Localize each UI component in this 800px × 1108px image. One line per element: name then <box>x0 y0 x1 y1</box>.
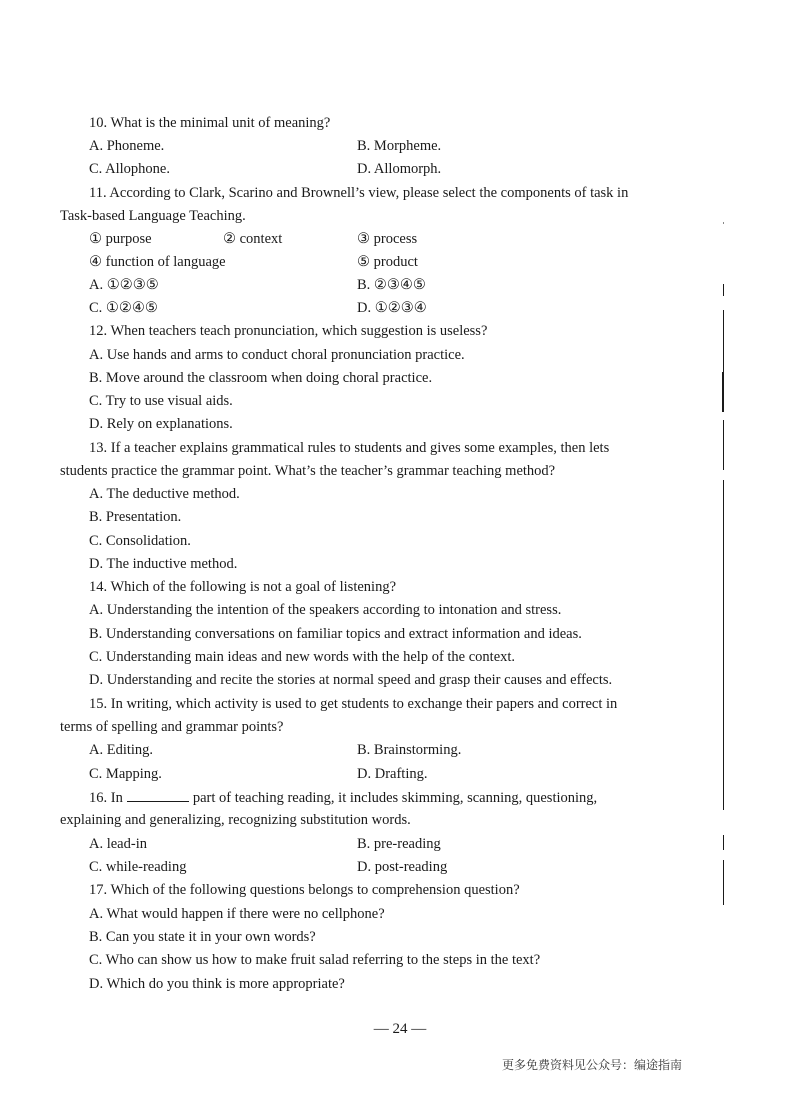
question-16-stem-start: 16. In <box>89 790 123 806</box>
question-10-stem: 10. What is the minimal unit of meaning? <box>89 115 331 131</box>
question-17-stem: 17. Which of the following questions belongs to comprehension question? <box>89 882 520 898</box>
question-13-option-c: C. Consolidation. <box>89 533 191 549</box>
question-12-option-d: D. Rely on explanations. <box>89 416 233 432</box>
question-15-option-a: A. Editing. <box>89 742 154 758</box>
question-14-option-a: A. Understanding the intention of the speakers according to intonation and stress. <box>89 602 562 618</box>
page-number: — 24 — <box>373 1021 427 1037</box>
question-11-option-d: D. ①②③④ <box>357 300 427 316</box>
question-13-option-b: B. Presentation. <box>89 509 182 525</box>
question-14-stem: 14. Which of the following is not a goal of listening? <box>89 579 396 595</box>
scan-artifact <box>723 480 724 810</box>
question-11-item-2: ② context <box>223 231 283 247</box>
question-16-option-b: B. pre-reading <box>357 836 441 852</box>
question-11-stem-continued: Task-based Language Teaching. <box>60 208 246 224</box>
scan-artifact <box>723 860 724 905</box>
question-13-stem: 13. If a teacher explains grammatical rules to students and gives some examples, then lets <box>89 440 610 456</box>
question-12-option-c: C. Try to use visual aids. <box>89 393 233 409</box>
question-16-option-d: D. post-reading <box>357 859 448 875</box>
question-11-option-b: B. ②③④⑤ <box>357 277 426 293</box>
question-10-option-b: B. Morpheme. <box>357 138 442 154</box>
question-15-option-c: C. Mapping. <box>89 766 162 782</box>
question-17-option-a: A. What would happen if there were no cellphone? <box>89 906 385 922</box>
question-10-option-a: A. Phoneme. <box>89 138 165 154</box>
question-11-option-a: A. ①②③⑤ <box>89 277 159 293</box>
question-11-item-4: ④ function of language <box>89 254 226 270</box>
question-14-option-d: D. Understanding and recite the stories at normal speed and grasp their causes and effects. <box>89 672 613 688</box>
question-11-item-3: ③ process <box>357 231 418 247</box>
question-12-option-b: B. Move around the classroom when doing choral practice. <box>89 370 433 386</box>
question-14-option-b: B. Understanding conversations on familiar topics and extract information and ideas. <box>89 626 582 642</box>
question-10-option-c: C. Allophone. <box>89 161 170 177</box>
question-11-option-c: C. ①②④⑤ <box>89 300 158 316</box>
question-12-option-a: A. Use hands and arms to conduct choral pronunciation practice. <box>89 347 465 363</box>
question-12-stem: 12. When teachers teach pronunciation, which suggestion is useless? <box>89 323 488 339</box>
scan-artifact <box>723 420 724 470</box>
scan-artifact <box>723 835 724 850</box>
question-13-option-d: D. The inductive method. <box>89 556 238 572</box>
answer-blank <box>127 788 189 802</box>
question-17-option-c: C. Who can show us how to make fruit salad referring to the steps in the text? <box>89 952 541 968</box>
question-14-option-c: C. Understanding main ideas and new words with the help of the context. <box>89 649 516 665</box>
question-13-stem-continued: students practice the grammar point. What’s the teacher’s grammar teaching method? <box>60 463 556 479</box>
question-17-option-b: B. Can you state it in your own words? <box>89 929 316 945</box>
question-11-item-5: ⑤ product <box>357 254 418 270</box>
question-17-option-d: D. Which do you think is more appropriate? <box>89 976 345 992</box>
question-16-option-a: A. lead-in <box>89 836 147 852</box>
question-15-stem-continued: terms of spelling and grammar points? <box>60 719 284 735</box>
question-11-item-1: ① purpose <box>89 231 152 247</box>
question-15-option-d: D. Drafting. <box>357 766 428 782</box>
scan-artifact <box>723 284 724 296</box>
question-16-option-c: C. while-reading <box>89 859 187 875</box>
scan-artifact <box>722 372 724 412</box>
question-15-stem: 15. In writing, which activity is used to get students to exchange their papers and correct in <box>89 696 618 712</box>
question-15-option-b: B. Brainstorming. <box>357 742 462 758</box>
question-16-stem-continued: explaining and generalizing, recognizing substitution words. <box>60 812 411 828</box>
scan-artifact <box>723 222 724 224</box>
question-11-stem: 11. According to Clark, Scarino and Brownell’s view, please select the components of task in <box>89 185 629 201</box>
question-10-option-d: D. Allomorph. <box>357 161 442 177</box>
question-16-stem-end: part of teaching reading, it includes skimming, scanning, questioning, <box>192 790 598 806</box>
question-16-stem <box>89 788 597 807</box>
question-13-option-a: A. The deductive method. <box>89 486 240 502</box>
promo-text: 更多免费资料见公众号：编途指南 <box>502 1058 683 1072</box>
